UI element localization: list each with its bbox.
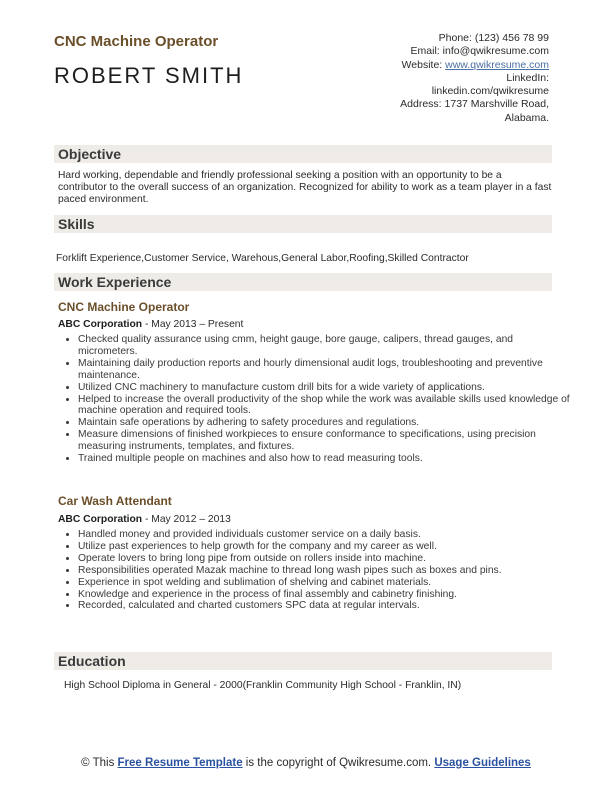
- job-role: Car Wash Attendant: [58, 494, 172, 508]
- education-heading: Education: [58, 653, 126, 669]
- list-item: • Handled money and provided individuals customer service on a daily basis.: [78, 529, 570, 541]
- contact-phone: [309, 32, 549, 45]
- contact-linkedin-label: LinkedIn:: [506, 71, 549, 84]
- email-value: info@qwikresume.com: [442, 45, 549, 58]
- education-text: High School Diploma in General - 2000(Franklin Community High School - Franklin, IN): [64, 680, 462, 691]
- list-item: • Checked quality assurance using cmm, height gauge, bore gauge, calipers, thread gauges, and micrometers.: [78, 334, 570, 358]
- objective-section-header: [54, 145, 552, 163]
- job-company-line: [58, 514, 231, 525]
- address-line2: Alabama.: [504, 111, 549, 124]
- job-bullets: [58, 529, 570, 612]
- objective-text: Hard working, dependable and friendly professional seeking a position with an opportunity to be a contributor to the overall success of an organization. Recognized for ability to work as a team player in a fast paced environment.: [58, 170, 552, 205]
- job-dates: - May 2012 – 2013: [142, 514, 231, 525]
- list-item: • Responsibilities operated Mazak machine to thread long wash pipes such as boxes and pins.: [78, 565, 570, 577]
- footer: [54, 757, 558, 771]
- free-resume-template-link[interactable]: Free Resume Template: [117, 757, 243, 769]
- job-company-line: [58, 319, 243, 330]
- address-label: Address:: [400, 98, 442, 111]
- contact-block: [309, 32, 549, 125]
- work-heading: Work Experience: [58, 274, 172, 290]
- list-item: • Experience in spot welding and sublimation of shelving and cabinet materials.: [78, 577, 570, 589]
- list-item: • Measure dimensions of finished workpieces to ensure conformance to specifications, using precision measuring instruments, templates, and fixtures.: [78, 429, 570, 453]
- usage-guidelines-link[interactable]: Usage Guidelines: [434, 757, 531, 769]
- list-item: • Utilized CNC machinery to manufacture custom drill bits for a wide variety of applications.: [78, 382, 570, 394]
- contact-linkedin-value: linkedin.com/qwikresume: [431, 85, 549, 98]
- list-item: • Knowledge and experience in the process of final assembly and cabinetry finishing.: [78, 589, 570, 601]
- website-link[interactable]: www.qwikresume.com: [445, 58, 549, 71]
- company-name: ABC Corporation: [58, 319, 143, 330]
- email-label: Email:: [410, 45, 440, 58]
- skills-heading: Skills: [58, 216, 95, 232]
- contact-website: [309, 59, 549, 72]
- phone-label: Phone:: [438, 32, 472, 44]
- candidate-name: ROBERT SMITH: [54, 63, 244, 88]
- job-bullets: [58, 334, 570, 465]
- footer-middle: is the copyright of Qwikresume.com.: [242, 757, 435, 769]
- website-label: Website:: [401, 58, 443, 71]
- job-title: CNC Machine Operator: [54, 33, 219, 50]
- list-item: • Recorded, calculated and charted customers SPC data at regular intervals.: [78, 600, 570, 612]
- skills-section-header: [54, 215, 552, 233]
- work-section-header: [54, 273, 552, 291]
- objective-heading: Objective: [58, 146, 122, 162]
- list-item: • Maintain safe operations by adhering to safety procedures and regulations.: [78, 417, 570, 429]
- job-dates: - May 2013 – Present: [142, 319, 244, 330]
- contact-address: [309, 98, 549, 111]
- skills-text: Forklift Experience,Customer Service, Warehous,General Labor,Roofing,Skilled Contractor: [56, 253, 469, 264]
- phone-value: (123) 456 78 99: [474, 32, 549, 44]
- list-item: • Maintaining daily production reports and hourly dimensional audit logs, troubleshooting and preventive maintenance.: [78, 358, 570, 382]
- list-item: • Trained multiple people on machines and also how to read measuring tools.: [78, 453, 570, 465]
- list-item: • Helped to increase the overall productivity of the shop while the work was available skills used knowledge of machine operation and required tools.: [78, 394, 570, 418]
- list-item: • Utilize past experiences to help growth for the company and my career as well.: [78, 541, 570, 553]
- education-section-header: [54, 652, 552, 670]
- address-line1: 1737 Marshville Road,: [444, 98, 549, 111]
- company-name: ABC Corporation: [58, 514, 143, 525]
- list-item: • Operate lovers to bring long pipe from outside on rollers inside into machine.: [78, 553, 570, 565]
- job-role: CNC Machine Operator: [58, 300, 190, 314]
- contact-email: [309, 45, 549, 58]
- footer-prefix: © This: [81, 757, 118, 769]
